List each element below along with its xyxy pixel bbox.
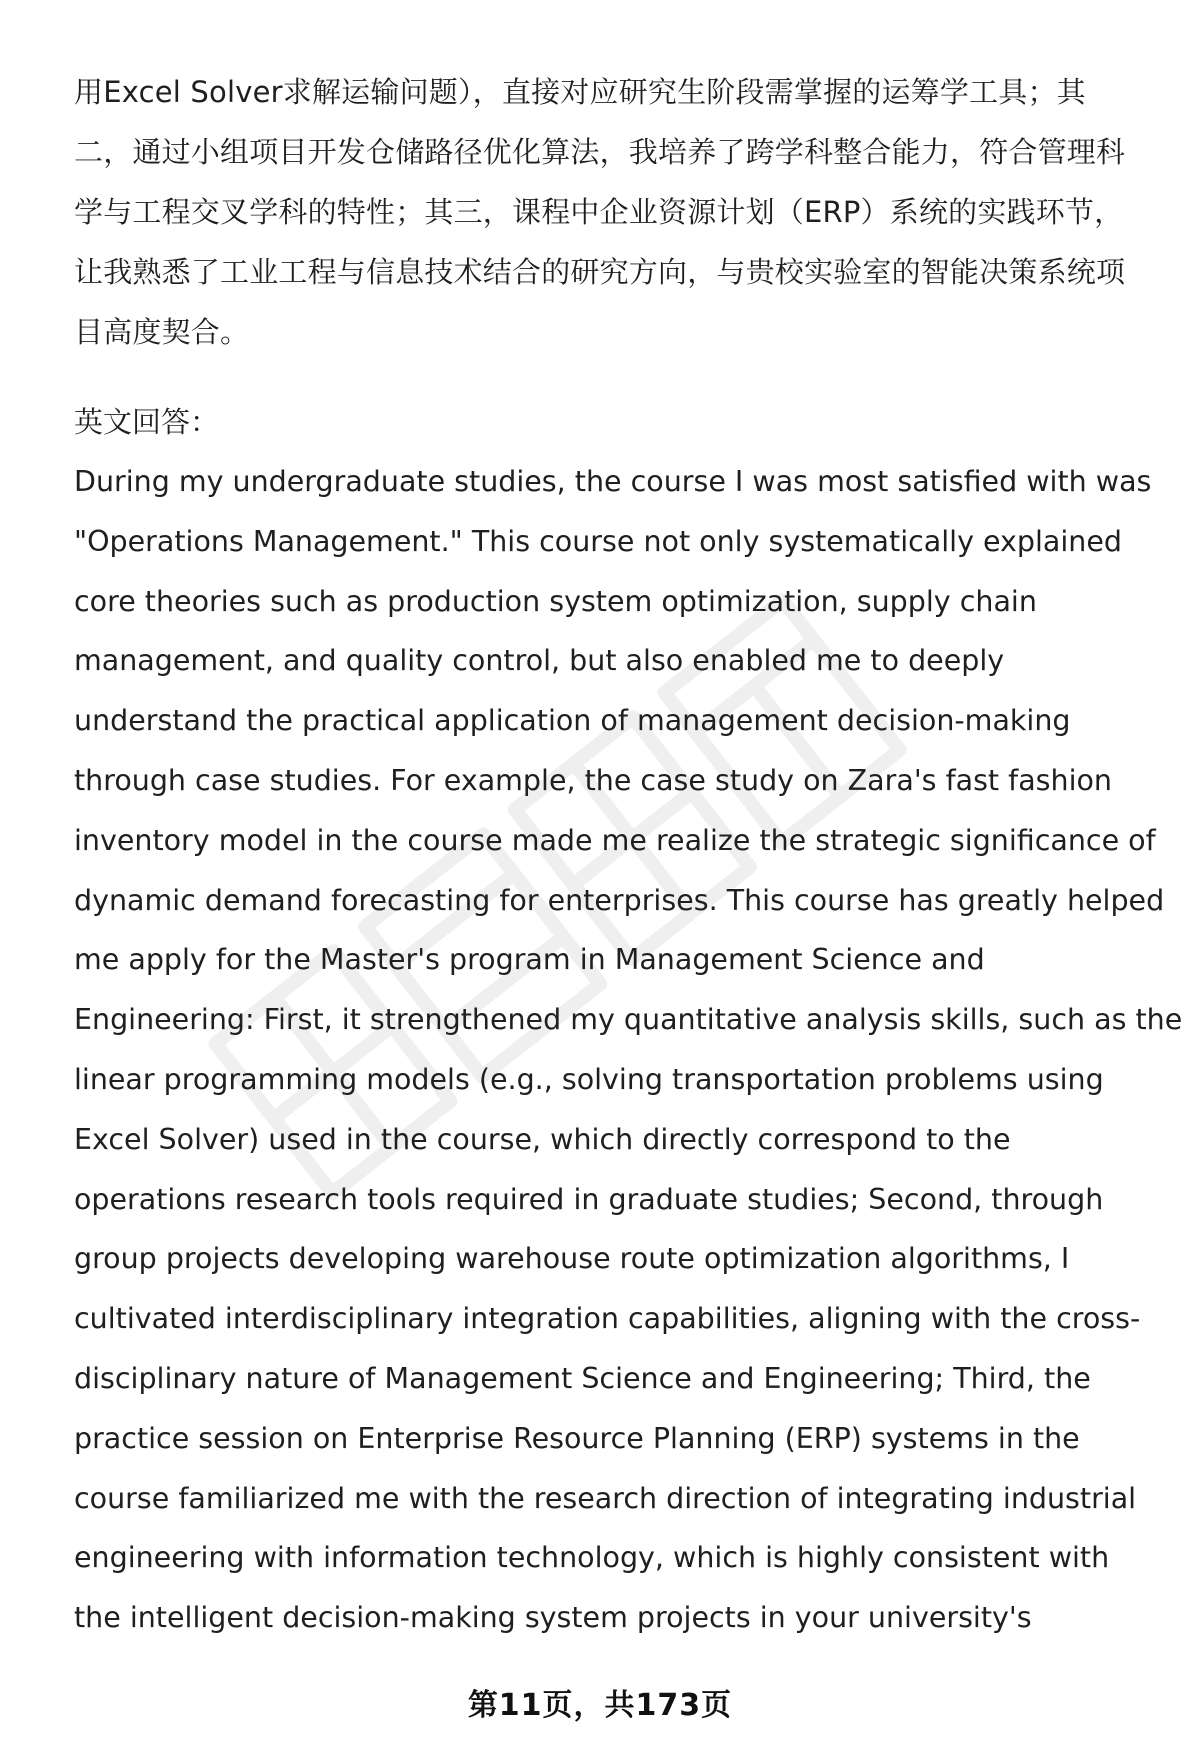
text-line: "Operations Management." This course not only systematically explained (74, 524, 1122, 558)
text-line: practice session on Enterprise Resource Planning (ERP) systems in the (74, 1421, 1080, 1455)
chinese-answer-continuation (74, 62, 1164, 362)
text-line: core theories such as production system optimization, supply chain (74, 584, 1037, 618)
text-line: dynamic demand forecasting for enterprises. This course has greatly helped (74, 883, 1165, 917)
english-answer (74, 452, 1183, 1648)
text-line: understand the practical application of management decision-making (74, 704, 1071, 738)
text-line: course familiarized me with the research direction of integrating industrial (74, 1481, 1137, 1515)
text-line: engineering with information technology, which is highly consistent with (74, 1541, 1110, 1575)
text-line: cultivated interdisciplinary integration capabilities, aligning with the cross- (74, 1302, 1141, 1336)
page-number-footer: 第11页，共173页 (467, 1688, 733, 1723)
text-line: 学与工程交叉学科的特性；其三，课程中企业资源计划（ERP）系统的实践环节， (74, 195, 1124, 229)
english-answer-label: 英文回答： (74, 405, 220, 439)
text-line: Engineering: First, it strengthened my quantitative analysis skills, such as the (74, 1003, 1183, 1037)
text-line: 让我熟悉了工业工程与信息技术结合的研究方向，与贵校实验室的智能决策系统项 (74, 255, 1126, 289)
text-line: disciplinary nature of Management Science and Engineering; Third, the (74, 1361, 1091, 1395)
text-line: operations research tools required in graduate studies; Second, through (74, 1182, 1104, 1216)
text-line: management, and quality control, but also enabled me to deeply (74, 644, 1005, 678)
text-line: 目高度契合。 (74, 315, 250, 349)
text-line: 二，通过小组项目开发仓储路径优化算法，我培养了跨学科整合能力，符合管理科 (74, 135, 1126, 169)
text-line: me apply for the Master's program in Management Science and (74, 943, 985, 977)
text-line: group projects developing warehouse route optimization algorithms, I (74, 1242, 1070, 1276)
text-line: the intelligent decision-making system projects in your university's (74, 1601, 1032, 1635)
text-line: through case studies. For example, the case study on Zara's fast fashion (74, 763, 1112, 797)
text-line: 用Excel Solver求解运输问题），直接对应研究生阶段需掌握的运筹学工具；其 (74, 75, 1086, 109)
text-line: inventory model in the course made me realize the strategic significance of (74, 823, 1156, 857)
page-content (74, 62, 1183, 1648)
text-line: Excel Solver) used in the course, which directly correspond to the (74, 1122, 1011, 1156)
text-line: linear programming models (e.g., solving transportation problems using (74, 1062, 1104, 1096)
text-line: During my undergraduate studies, the course I was most satisfied with was (74, 465, 1152, 498)
